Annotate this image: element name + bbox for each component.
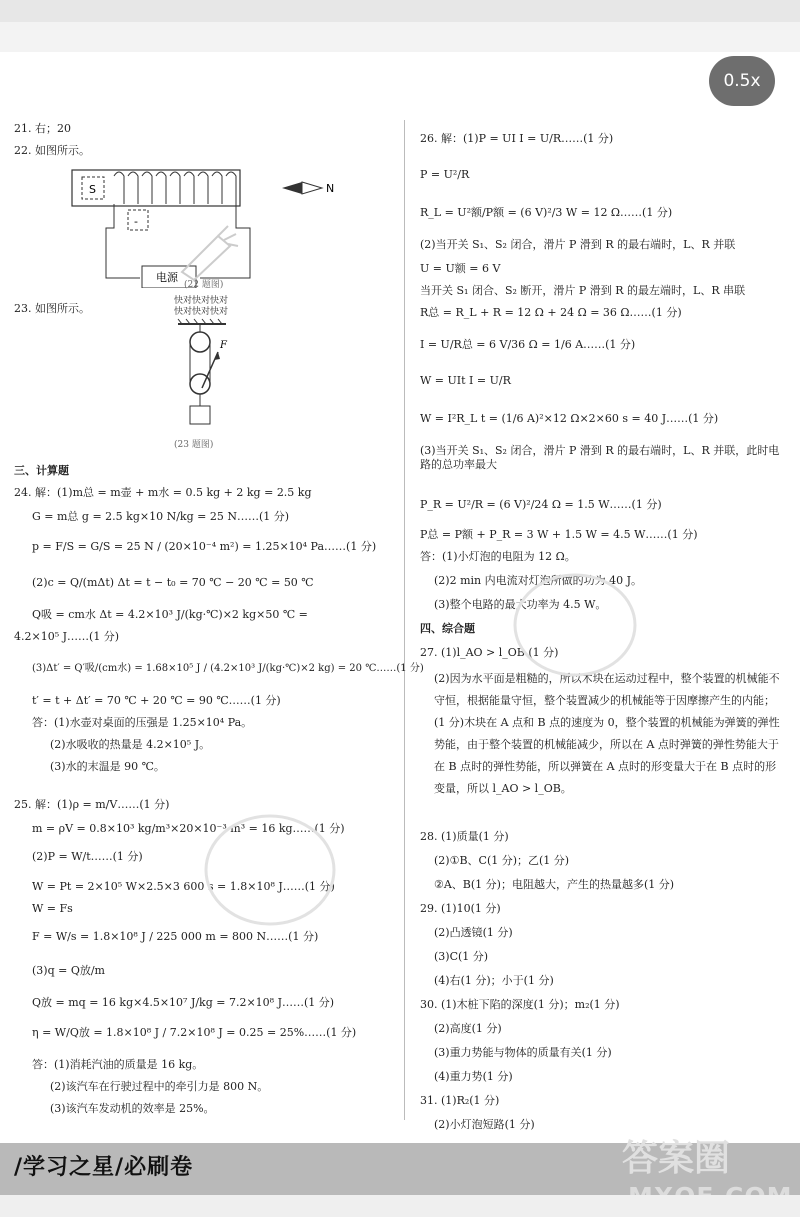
- q25-answer-1: 答：(1)消耗汽油的质量是 16 kg。: [32, 1058, 204, 1071]
- q25-line-6: F = W/s = 1.8×10⁸ J / 225 000 m = 800 N……(1 分): [32, 930, 319, 943]
- q25-line-2: m = ρV = 0.8×10³ kg/m³×20×10⁻³ m³ = 16 kg……(1 分): [32, 822, 345, 835]
- q26-line-3: R_L = U²额/P额 = (6 V)²/3 W = 12 Ω……(1 分): [420, 206, 673, 219]
- q29-line-3: (3)C(1 分): [434, 950, 489, 963]
- q26-answer-1: 答：(1)小灯泡的电阻为 12 Ω。: [420, 550, 576, 563]
- q26-line-10: W = I²R_L t = (1/6 A)²×12 Ω×2×60 s = 40 J……(1 分): [420, 412, 719, 425]
- q31-line-1: 31. (1)R₂(1 分): [420, 1094, 500, 1107]
- q26-line-11: (3)当开关 S₁、S₂ 闭合，滑片 P 滑到 R 的最右端时，L、R 并联，此时电路的总功率最大: [420, 444, 780, 471]
- q24-line-8: t′ = t + Δt′ = 70 ℃ + 20 ℃ = 90 ℃……(1 分): [32, 694, 281, 707]
- q26-line-8: I = U/R总 = 6 V/36 Ω = 1/6 A……(1 分): [420, 338, 636, 351]
- force-label: F: [220, 340, 227, 351]
- q24-line-7: (3)Δt′ = Q′吸/(cm水) = 1.68×10⁵ J / (4.2×10³ J/(kg·℃)×2 kg) = 20 ℃……(1 分): [32, 663, 424, 674]
- q25-line-8: Q放 = mq = 16 kg×4.5×10⁷ J/kg = 7.2×10⁸ J……(1 分): [32, 996, 335, 1009]
- q26-line-7: R总 = R_L + R = 12 Ω + 24 Ω = 36 Ω……(1 分): [420, 306, 682, 319]
- q24-line-5: Q吸 = cm水 Δt = 4.2×10³ J/(kg·℃)×2 kg×50 ℃ =: [32, 608, 308, 621]
- q24-line-2: G = m总 g = 2.5 kg×10 N/kg = 25 N……(1 分): [32, 510, 290, 523]
- q25-line-5: W = Fs: [32, 902, 73, 915]
- q29-line-2: (2)凸透镜(1 分): [434, 926, 513, 939]
- q27-line-2: (2)因为水平面是粗糙的，所以木块在运动过程中，整个装置的机械能不守恒，根据能量守恒，整个装置减少的机械能等于因摩擦产生的内能；(1 分)木块在 A 点和 B 点的速度为 0，整个装置的机械能为弹簧的弹性势能，由于整个装置的机械能减少，所以在 A 点时弹簧的弹性势能大于在 B 点时的弹性势能，所以弹簧在 A 点时的形变量大于在 B 点时的形变量，所以 l_AO > l_OB。: [434, 672, 780, 795]
- q30-line-2: (2)高度(1 分): [434, 1022, 502, 1035]
- playback-speed-button[interactable]: 0.5x: [709, 56, 775, 106]
- q29-line-1: 29. (1)10(1 分): [420, 902, 501, 915]
- q26-line-6: 当开关 S₁ 闭合、S₂ 断开，滑片 P 滑到 R 的最左端时，L、R 串联: [420, 284, 746, 297]
- q28-line-1: 28. (1)质量(1 分): [420, 830, 509, 843]
- figure-23-pulley: [170, 318, 250, 428]
- q25-line-3: (2)P = W/t……(1 分): [32, 850, 143, 863]
- faint-watermark-icon: [510, 570, 640, 680]
- faint-watermark-icon-2: [200, 810, 340, 930]
- q24-answer-1: 答：(1)水壶对桌面的压强是 1.25×10⁴ Pa。: [32, 716, 253, 729]
- top-bar: [0, 0, 800, 22]
- q24-line-4: (2)c = Q/(mΔt) Δt = t − t₀ = 70 ℃ − 20 ℃ = 50 ℃: [32, 576, 314, 589]
- figure-22-caption: (22 题图): [184, 280, 224, 290]
- q30-line-4: (4)重力势(1 分): [434, 1070, 513, 1083]
- answer-21: 21. 右；20: [14, 122, 71, 135]
- section-3-heading: 三、计算题: [14, 464, 69, 477]
- answer-22: 22. 如图所示。: [14, 144, 90, 157]
- q28-line-3: ②A、B(1 分)；电阻越大，产生的热量越多(1 分): [434, 878, 675, 891]
- svg-text:-: -: [134, 215, 138, 228]
- q25-answer-3: (3)该汽车发动机的效率是 25%。: [50, 1102, 215, 1115]
- q26-answer-2: (2)2 min 内电流对灯泡所做的功为 40 J。: [434, 574, 643, 587]
- section-4-heading: 四、综合题: [420, 622, 475, 635]
- q24-answer-3: (3)水的末温是 90 ℃。: [50, 760, 165, 773]
- q24-answer-2: (2)水吸收的热量是 4.2×10⁵ J。: [50, 738, 211, 751]
- watermark-logo-text: 答案圈: [622, 1138, 731, 1179]
- watermark-stamp-text: 快对快对快对 快对快对快对: [174, 296, 229, 317]
- column-divider: [404, 120, 405, 1120]
- bottom-bar: [0, 1195, 800, 1217]
- q25-line-7: (3)q = Q放/m: [32, 964, 105, 977]
- q26-line-2: P = U²/R: [420, 168, 470, 181]
- answer-23: 23. 如图所示。: [14, 302, 90, 315]
- n-pole-label: N: [326, 182, 335, 195]
- q26-line-12: P_R = U²/R = (6 V)²/24 Ω = 1.5 W……(1 分): [420, 498, 662, 511]
- s-pole-label: S: [89, 183, 96, 196]
- q25-answer-2: (2)该汽车在行驶过程中的牵引力是 800 N。: [50, 1080, 269, 1093]
- q28-line-2: (2)①B、C(1 分)；乙(1 分): [434, 854, 570, 867]
- q24-line-6: 4.2×10⁵ J……(1 分): [14, 630, 120, 643]
- q26-line-4: (2)当开关 S₁、S₂ 闭合，滑片 P 滑到 R 的最右端时，L、R 并联: [420, 238, 736, 251]
- q30-line-3: (3)重力势能与物体的质量有关(1 分): [434, 1046, 612, 1059]
- figure-23-caption: (23 题图): [174, 440, 214, 450]
- top-strip: [0, 22, 800, 52]
- q24-line-3: p = F/S = G/S = 25 N / (20×10⁻⁴ m²) = 1.25×10⁴ Pa……(1 分): [32, 540, 377, 553]
- q31-line-2: (2)小灯泡短路(1 分): [434, 1118, 535, 1131]
- q26-line-13: P总 = P额 + P_R = 3 W + 1.5 W = 4.5 W……(1 分): [420, 528, 698, 541]
- compass-needle-icon: [282, 182, 302, 194]
- footer-title: /学习之星/必刷卷: [14, 1155, 194, 1180]
- q26-line-1: 26. 解：(1)P = UI I = U/R……(1 分): [420, 132, 614, 145]
- q29-line-4: (4)右(1 分)；小于(1 分): [434, 974, 554, 987]
- q25-line-4: W = Pt = 2×10⁵ W×2.5×3 600 s = 1.8×10⁸ J……(1 分): [32, 880, 335, 893]
- q30-line-1: 30. (1)木桩下陷的深度(1 分)；m₂(1 分): [420, 998, 620, 1011]
- q25-line-9: η = W/Q放 = 1.8×10⁸ J / 7.2×10⁸ J = 0.25 = 25%……(1 分): [32, 1026, 357, 1039]
- power-source-label: 电源: [156, 271, 178, 284]
- q25-line-1: 25. 解：(1)ρ = m/V……(1 分): [14, 798, 170, 811]
- q24-line-1: 24. 解：(1)m总 = m壶 + m水 = 0.5 kg + 2 kg = 2.5 kg: [14, 486, 312, 499]
- q27-line-1: 27. (1)l_AO > l_OB (1 分): [420, 646, 559, 659]
- q26-line-5: U = U额 = 6 V: [420, 262, 501, 275]
- q26-answer-3: (3)整个电路的最大功率为 4.5 W。: [434, 598, 607, 611]
- carrot-stamp-icon: [174, 222, 244, 282]
- q26-line-9: W = UIt I = U/R: [420, 374, 511, 387]
